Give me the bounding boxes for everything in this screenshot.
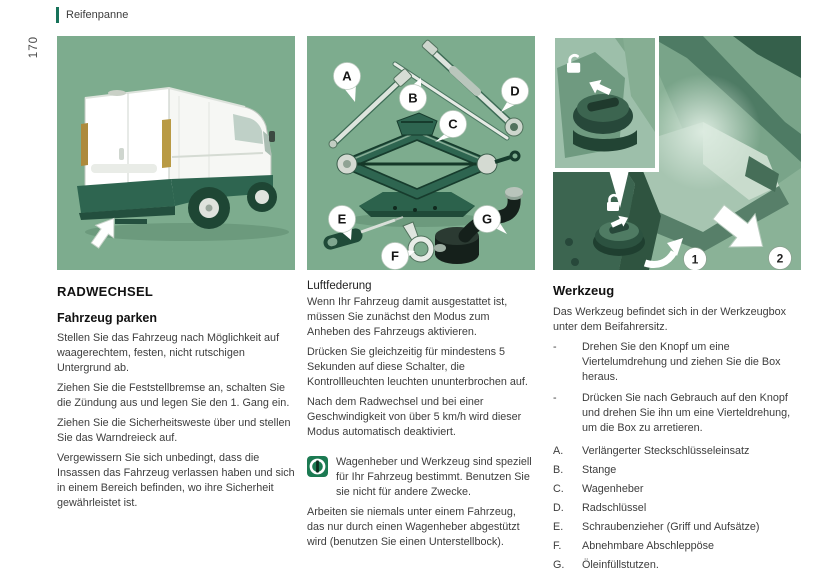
step2-badge — [769, 247, 792, 270]
paragraph: Wenn Ihr Fahrzeug damit ausgestattet ist, müssen Sie zunächst den Modus zum Anheben des Fahrzeugs aktivieren. — [307, 296, 508, 338]
tool-item: D. Radschlüssel — [553, 502, 647, 514]
section-title: Werkzeug — [553, 283, 615, 298]
step-list — [553, 340, 807, 436]
page-number: 170 — [28, 36, 40, 59]
paragraph: Ziehen Sie die Feststellbremse an, schalten Sie die Zündung aus und legen Sie den 1. Gang ein. — [57, 382, 290, 409]
tool-item: C. Wagenheber — [553, 483, 644, 495]
section-title: Luftfederung — [307, 280, 372, 292]
column-luftfederung — [307, 36, 535, 555]
step-item: - Drehen Sie den Knopf um eine Viertelumdrehung und ziehen Sie die Box heraus. — [553, 341, 781, 383]
section-title: RADWECHSEL — [57, 284, 154, 299]
tool-item: B. Stange — [553, 464, 617, 476]
paragraph: Vergewissern Sie sich unbedingt, dass die Insassen das Fahrzeug verlassen haben und sich in einem Bereich befinden, wo ihre Sicherheit gewährleistet ist. — [57, 452, 295, 509]
warning-text: Arbeiten sie niemals unter einem Fahrzeug, das nur durch einen Wagenheber abgestützt wird (benutzen Sie einen Unterstellbock). — [307, 506, 520, 548]
paragraph: Drücken Sie gleichzeitig für mindestens 5 Sekunden auf diese Schalter, die Kontrollleuchten leuchten ununterbrochen auf. — [307, 346, 528, 388]
toolbox-location-illustration — [553, 36, 807, 270]
step1-badge — [684, 248, 707, 271]
accent-bar — [56, 7, 59, 23]
paragraph: Ziehen Sie die Sicherheitsweste über und stellen Sie das Warndreieck auf. — [57, 417, 291, 444]
svg-text:E: E — [337, 211, 347, 227]
step-item: - Drücken Sie nach Gebrauch auf den Knopf und drehen Sie ihn um eine Vierteldrehung, um die Box zu arretieren. — [553, 392, 791, 434]
svg-text:C: C — [448, 116, 458, 132]
svg-text:D: D — [510, 83, 520, 99]
svg-text:G: G — [481, 211, 493, 227]
tool-item: E. Schraubenzieher (Griff und Aufsätze) — [553, 521, 760, 533]
tool-item: G. Öleinfüllstutzen. — [553, 559, 659, 571]
tool-item: A. Verlängerter Steckschlüsseleinsatz — [553, 445, 750, 457]
svg-text:A: A — [342, 68, 352, 84]
knob-closeup-inset — [553, 36, 657, 170]
breadcrumb-label: Reifenpanne — [66, 9, 129, 21]
note-text: Wagenheber und Werkzeug sind speziell für Ihr Fahrzeug bestimmt. Benutzen Sie sie nicht für andere Zwecke. — [336, 456, 532, 498]
info-icon — [307, 456, 328, 477]
svg-text:B: B — [408, 90, 418, 106]
column-radwechsel — [57, 36, 295, 516]
svg-text:F: F — [391, 248, 399, 264]
van-illustration — [57, 36, 295, 270]
column-werkzeug — [553, 36, 807, 575]
tools-illustration — [307, 36, 535, 270]
paragraph: Nach dem Radwechsel und bei einer Geschwindigkeit von über 5 km/h wird dieser Modus automatisch deaktiviert. — [307, 396, 522, 438]
tool-list — [553, 442, 807, 575]
tool-item: F. Abnehmbare Abschleppöse — [553, 540, 715, 552]
paragraph: Das Werkzeug befindet sich in der Werkzeugbox unter dem Beifahrersitz. — [553, 306, 787, 333]
info-note — [307, 455, 535, 500]
paragraph: Stellen Sie das Fahrzeug nach Möglichkeit auf waagerechtem, festen, nicht rutschigen Untergrund ab. — [57, 332, 280, 374]
svg-text:1: 1 — [691, 252, 699, 267]
svg-text:2: 2 — [776, 251, 784, 266]
subsection-title: Fahrzeug parken — [57, 311, 158, 325]
breadcrumb — [56, 7, 128, 23]
